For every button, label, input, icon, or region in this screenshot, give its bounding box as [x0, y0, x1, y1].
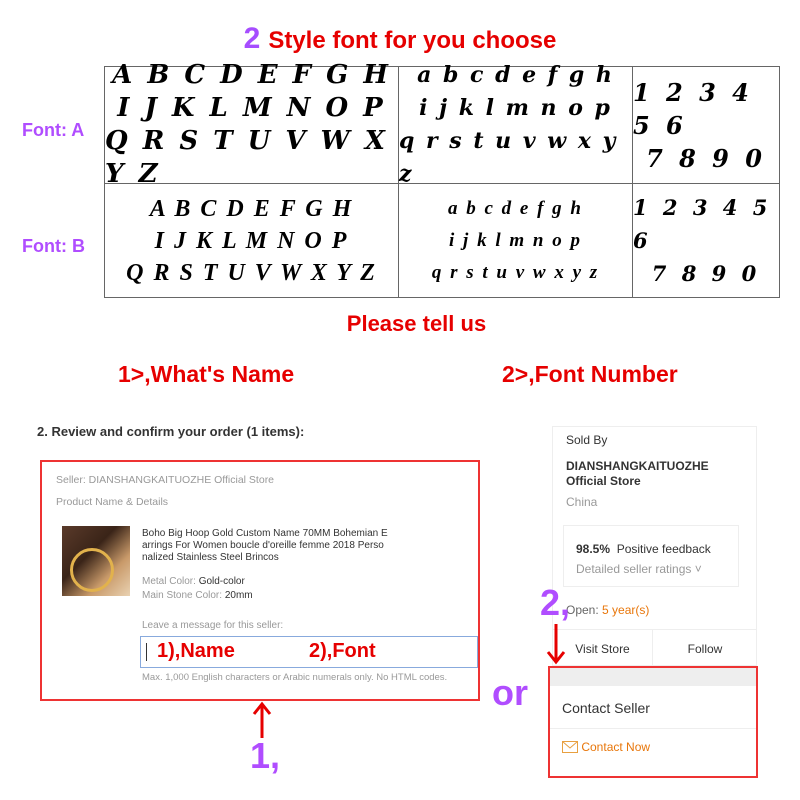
store-name[interactable]	[566, 459, 709, 489]
detailed-ratings-label: Detailed seller ratings	[576, 562, 692, 576]
product-header: Product Name & Details	[56, 496, 169, 508]
step-name: 1>,What's Name	[118, 361, 295, 387]
page-heading	[0, 22, 800, 56]
heading-text: Style font for you choose	[268, 27, 557, 54]
font-b-label: Font: B	[22, 236, 85, 256]
font-b-lower-line: a b c d e f g h	[447, 197, 583, 219]
message-note: Max. 1,000 English characters or Arabic numerals only. No HTML codes.	[142, 672, 448, 683]
font-a-digits-line: 1 2 3 4 5 6	[633, 77, 753, 140]
message-hint-font: 2),Font	[309, 640, 376, 662]
callout-one: 1,	[250, 735, 281, 776]
contact-header-bar	[550, 668, 756, 686]
product-title-line: arrings For Women boucle d'oreille femme 2018 Perso	[142, 540, 384, 551]
seller-message-input[interactable]	[140, 636, 478, 668]
product-thumbnail[interactable]	[62, 526, 130, 596]
product-title-line: Boho Big Hoop Gold Custom Name 70MM Bohemian E	[142, 528, 388, 539]
font-b-digits-line: 1 2 3 4 5 6	[633, 195, 772, 253]
callout-two: 2,	[540, 582, 571, 623]
font-a-lowercase	[399, 62, 633, 187]
feedback-label: Positive feedback	[616, 542, 711, 556]
seller-name[interactable]: Seller: DIANSHANGKAITUOZHE Official Store	[56, 474, 275, 486]
font-a-upper-line: A B C D E F G H	[112, 60, 391, 90]
contact-now-label: Contact Now	[581, 740, 651, 754]
contact-now-link[interactable]	[562, 740, 650, 754]
font-b-upper-line: Q R S T U V W X Y Z	[126, 259, 377, 286]
store-name-line: DIANSHANGKAITUOZHE	[566, 459, 709, 473]
stone-color-label: Main Stone Color:	[142, 590, 223, 601]
store-name-line: Official Store	[566, 474, 641, 488]
please-tell-us: Please tell us	[346, 311, 487, 336]
open-value: 5 year(s)	[602, 603, 650, 617]
font-a-upper-line: I J K L M N O P	[117, 93, 386, 123]
store-open-row	[566, 603, 649, 617]
text-cursor	[146, 643, 147, 661]
message-hint-name: 1),Name	[157, 640, 235, 662]
detailed-ratings-dropdown[interactable]	[576, 562, 702, 576]
open-label: Open:	[566, 603, 599, 617]
feedback-box	[563, 525, 739, 587]
metal-color-label: Metal Color:	[142, 576, 196, 587]
product-title-line: nalized Stainless Steel Brincos	[142, 552, 279, 563]
heading-number: 2	[243, 22, 261, 55]
metal-color-value: Gold-color	[198, 576, 245, 587]
review-order-title: 2. Review and confirm your order (1 items):	[37, 424, 305, 439]
font-a-digits	[633, 67, 779, 184]
font-b-upper-line: I J K L M N O P	[154, 227, 349, 254]
font-a-lower-line: a b c d e f g h	[417, 62, 614, 88]
arrow-down-icon	[544, 622, 568, 666]
arrow-up-icon	[250, 700, 274, 740]
font-b-lowercase	[399, 184, 633, 297]
step-font-number: 2>,Font Number	[502, 361, 678, 387]
contact-seller-box	[548, 666, 758, 778]
product-title[interactable]	[142, 528, 472, 564]
font-a-lower-line: q r s t u v w x y z	[399, 128, 618, 187]
font-b-upper-line: A B C D E F G H	[149, 195, 354, 222]
font-a-upper-line: Q R S T U V W X Y Z	[105, 126, 388, 189]
font-a-uppercase	[105, 60, 399, 189]
font-a-digits-line: 7 8 9 0	[646, 143, 766, 173]
font-b-lower-line: i j k l m n o p	[449, 229, 582, 251]
font-b-digits-line: 7 8 9 0	[651, 261, 761, 286]
feedback-row	[576, 542, 711, 556]
font-a-label: Font: A	[22, 120, 85, 140]
font-style-table	[104, 60, 780, 298]
font-b-digits	[633, 184, 779, 297]
stone-color-row	[142, 590, 253, 601]
divider	[550, 728, 756, 729]
font-a-lower-line: i j k l m n o p	[419, 95, 612, 121]
follow-button[interactable]: Follow	[653, 629, 757, 667]
store-country: China	[566, 495, 598, 509]
message-label: Leave a message for this seller:	[142, 620, 284, 631]
font-b-lower-line: q r s t u v w x y z	[431, 261, 600, 283]
contact-seller-label: Contact Seller	[562, 700, 650, 716]
chevron-down-icon: ˅	[691, 562, 702, 576]
callout-or: or	[492, 672, 528, 713]
sold-by-label: Sold By	[566, 433, 608, 447]
font-b-uppercase	[105, 184, 399, 297]
feedback-percent: 98.5%	[576, 542, 611, 556]
hoop-earring-icon	[70, 548, 114, 592]
metal-color-row	[142, 576, 245, 587]
visit-store-button[interactable]: Visit Store	[553, 629, 653, 667]
stone-color-value: 20mm	[224, 590, 253, 601]
envelope-icon	[562, 741, 578, 753]
seller-info-panel	[552, 426, 757, 666]
